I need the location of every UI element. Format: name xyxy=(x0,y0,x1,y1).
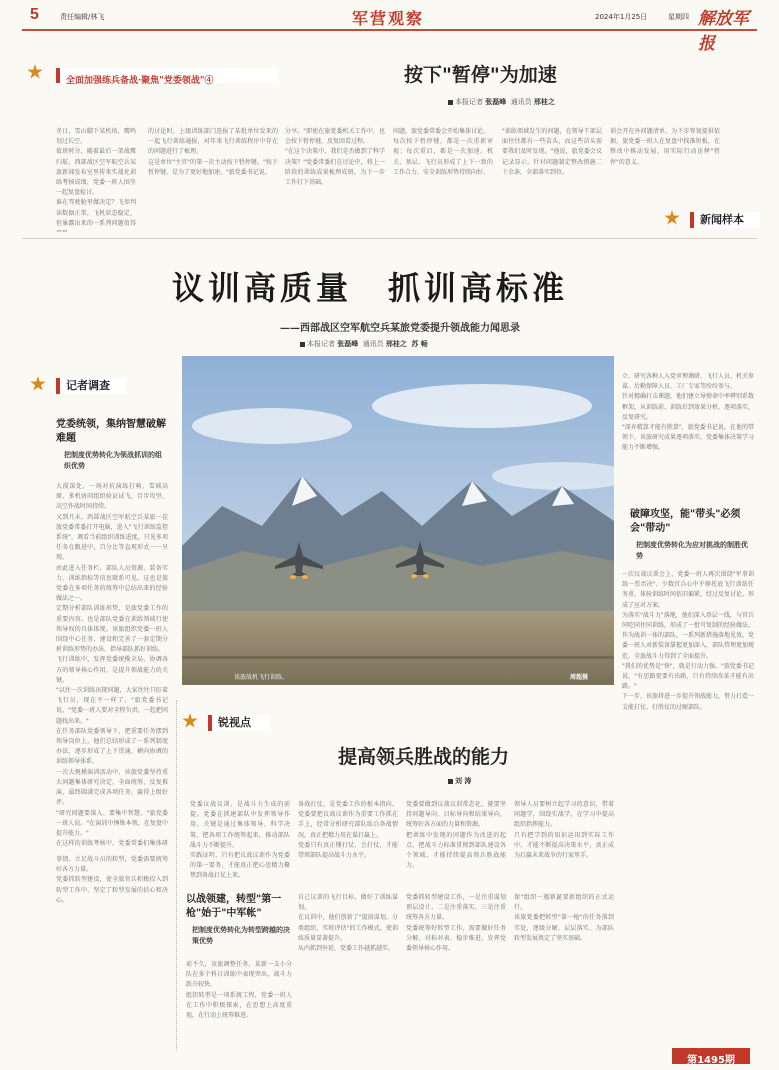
right-sub-title: 破障攻坚，能"带头"必须会"带动" xyxy=(630,509,741,534)
top-article-title: 按下"暂停"为加速 xyxy=(404,64,557,86)
opinion-tag: 锐视点 xyxy=(208,715,270,731)
page-number: 5 xyxy=(30,6,39,23)
opinion-col-3: 党委要做到议战议训常态化，就要坚持问题导向、目标导向和结果导向，统筹好各方面的力量和资源。 把训练中发现的问题作为改进的起点，把战斗力标准贯彻到部队建设各个领域，才能持续提高领兵胜战能力。 xyxy=(406,801,506,870)
main-article-title: 议训高质量 抓训高标准 xyxy=(172,269,569,307)
survey-tag: 记者调查 xyxy=(56,378,126,394)
weekday: 星期四 xyxy=(668,13,689,21)
top-article-col-4: 问题，旅党委常委会开始集体讨论。 每次按下暂停键，都是一次重新审视；每次重启，都是一次加速。机关、基层、飞行员形成了上下一致的工作合力，安全训练形势持续向好。 xyxy=(393,128,493,176)
section-title: 军营观察 xyxy=(352,9,425,28)
opinion-col-1: 党委议战议训，是战斗力生成的前提。党委在抓建部队中发挥领导作用，关键是通过集体领导、科学决策，把各项工作统筹起来，推动部队战斗力不断提升。 实践证明，只有把议战议训作为党委的第一要务，才能真正把心思精力聚焦到备战打仗上来。 xyxy=(190,801,290,880)
photo-caption: 该旅战机飞行训练。 xyxy=(234,674,289,681)
issue-number: 第1495期 xyxy=(687,1055,735,1066)
opinion-byline: 刘 涛 xyxy=(448,776,471,786)
right-sub-lead: 把制度优势转化为应对挑战的制胜优势 xyxy=(636,541,748,560)
main-article-subtitle: ——西部战区空军航空兵某旅党委提升领战能力闻思录 xyxy=(280,323,520,334)
column-divider xyxy=(176,700,177,1050)
section-divider-1 xyxy=(22,238,757,239)
opinion-star-icon xyxy=(182,713,198,729)
banner-label xyxy=(56,68,278,86)
top-article-byline: 本报记者 张磊峰 通讯员 邢桂之 xyxy=(448,97,555,107)
lower-col-3: 党委抓转型建设工作，一是注重谋划顶层设计，二是注重落实，三是注重统筹各方力量。 党委统筹好转型工作，需要做好任务分解、对标对表、稳步推进，发挥党委领导核心作用。 xyxy=(406,894,506,953)
lower-head-lead: 把制度优势转化为转型跨越的决策优势 xyxy=(192,926,290,945)
top-article-col-5: "训练领域发生的问题，在领导干部层面往往都有一些苗头，而这些苗头需要我们及时发现。"他说，旅党委会议记录显示，针对问题制定整改措施二十余条，全部落实到位。 xyxy=(502,128,602,176)
main-photo xyxy=(182,356,614,685)
photo-credit: 周超摄 xyxy=(570,674,589,681)
banner-star-icon xyxy=(27,64,43,80)
survey-head-lead: 把制度优势转化为领战抓训的组织优势 xyxy=(64,451,162,470)
main-right-col-2: 一次议战议训会上，党委一班人再次围绕"军事训练一票否决"、少数官兵心中不够托底飞行训练任务重，体验训练时间依旧偏紧，经过反复讨论，形成了应对方案。 为落实"战斗力"落地，他们深入基层一线，与官兵同吃同住同训练，形成了一批可复制的经验做法。 作为战训一体的部队，一系列新措施落地见效，党委一班人对新装备掌握更加深入，部队管理更加规范，全旅战斗力得到了全面提升。 "我们的优势是"快"，就是行动力强。"旅党委书记说，"有思路更要有出路，只有持续改革才能有出路。" 下一步，该旅将进一步提升领战能力，努力打造一支能打仗、打胜仗的过硬部队。 xyxy=(622,571,754,711)
top-article-col-2: 的讨论时，上级训练部门连报了某批单位发来的一起飞行训练通报，对年来飞行训练程序中存在的问题进行了梳理。 这是单位"主官"的第一次主动按下暂停键。"按下暂停键，是为了更好地加速。"旅党委书记说。 xyxy=(148,128,278,176)
new-sample-star-icon xyxy=(664,210,680,226)
byline-square-icon xyxy=(300,342,305,347)
lower-col-1: 前不久，该旅调整任务，某新一支小分队在多个科目训练中表现突出，战斗力跃升较快。 组织转型是一项系统工程，党委一班人在工作中积极探索，在思想上高度重视，在行动上统筹推进。 xyxy=(186,961,292,1020)
page-header xyxy=(22,4,757,54)
lower-col-2: 自己议训的飞行目标，做好了训练谋划。 在议训中，他们创新了"提前谋划、分类组织、实时评估"的工作模式，使训练质量显著提升。 从内抓到外延，党委工作越抓越实。 xyxy=(298,894,398,953)
byline-square-icon xyxy=(448,779,453,784)
main-article-byline: 本报记者 张磊峰 通讯员 邢桂之 苏 畅 xyxy=(300,339,428,349)
masthead-logo: 解放军报 xyxy=(698,9,749,54)
issue-date: 2024年1月25日 xyxy=(595,13,648,21)
new-sample-tag: 新闻样本 xyxy=(690,212,760,228)
lower-col-5: 事情。立足战斗员的转型，党委需要统筹好各方力量。 党委抓转型建设，使全旅官兵积极投入到转型工作中，坚定了转型发展的信心和决心。 xyxy=(56,856,168,904)
top-article-col-3: 分享。"即使在旅党委机关工作中，也会按下暂停键，反复回看过程。 "在这个决策中，我们是否做到了科学决策？"党委常委们在讨论中，将上一阶段的训练成果梳理成册，为下一步工作打下基础。 xyxy=(285,128,385,187)
editor-credit: 责任编辑/林飞 xyxy=(60,13,105,21)
main-right-col-1: 立、研究各种人入党审理调研，飞行人员、机关参谋、后勤保障人员、工厂专家等纷纷参与。 针对精确打击课题，他们建立导弹命中率辨别系数框架，从训练前、训练后到效果分析，逐项落实，反复研究。 "深弃精算才能有胜算"，旅党委书记说。在他的带领下，该旅研究成果逐项落实，党委集体决策学习能力不断增强。 xyxy=(622,373,754,452)
header-rule xyxy=(22,29,757,31)
opinion-col-2: 备战打仗，是党委工作的根本指向。党委要把议战议训作为重要工作抓在手上，经常分析研究部队练兵备战情况，真正把精力用在谋打赢上。 党委只有真正懂打仗、会打仗，才能带领部队提高战斗力水平。 xyxy=(298,801,398,860)
lower-col-4: 保"组织一遇新诞要新组织的正式运行。 该旅党委把转型"第一枪"的任务落到实处，逐级分解，层层落实，为部队转型发展奠定了坚实基础。 xyxy=(514,894,614,942)
survey-head-title: 党委统领，集纳智慧破解难题 xyxy=(56,419,166,444)
opinion-col-4: 领导人员要树立起学习的意识，带着问题学，围绕实战学，在学习中提高组织指挥能力。 只有把学到的知识运用到实际工作中，才能不断提高决策水平，真正成为打赢未来战争的行家里手。 xyxy=(514,801,614,860)
lower-head-title: 以战领建，转型"第一枪"始于"中军帐" xyxy=(186,894,282,919)
survey-star-icon xyxy=(30,376,46,392)
jets-over-mountains-image xyxy=(182,356,614,685)
top-article-col-6: 训会开在外问题清单，为下步筹划提供依据。旅党委一班人在复盘中找准短板，在整改中推动发展，用实际行动诠释"暂停"的意义。 xyxy=(610,128,720,166)
byline-square-icon xyxy=(448,100,453,105)
survey-body: 大漠深处，一场对抗演练打响，雪域高原，多机协同组织验证试飞，百步攻坚，高空作战时间持续。 又到月末，西部战区空军航空兵某旅一茬旅党委常委打开电脑，进入"飞行训练监控系统"，调看当前组织训练进度，只见多项任务在跟进中，百分比等直观形式一一呈现。 由此进入任务栏，部队人员资源、装备实力、训练指标等信息联系可见。这也是旅党委在多项任务的统筹中总结出来的经验做法之一。 定期分析部队训练形势，是旅党委工作的重要内容。也是部队党委在训练领域行使领导权的具体体现。该旅组织党委一班人围绕中心任务，建设和完善了一套定期分析训练形势的办法，指导部队抓好训练。 飞行训练中，发挥党委统揽全局、协调各方的领导核心作用，是提升领战能力的关键。 "以往一次训练出现问题，大家往往只盯着飞行员，现在不一样了。"旅党委书记说，"党委一班人要对全程负责，一起把问题找出来。" 在任务部队党委领导下，把重要任务摆到领导岗位上，他们总结形成了一系列制度办法，逐步形成了上下贯通、横向协调的训练领导体系。 一次大规模演训活动中，该旅党委坚持重大问题集体研究决定，全面统筹，反复推演，最终圆满完成各项任务，赢得上级好评。 "研究问题要深入、要集中智慧。"旅党委一班人说。"在演训中锤炼本领，在复盘中提升能力。" 在这样的训练考核中，党委常委们集体研 xyxy=(56,483,168,847)
issue-badge xyxy=(672,1048,750,1064)
banner-label-text: 全面加强练兵备战·聚焦"党委领战"④ xyxy=(66,76,214,86)
opinion-title: 提高领兵胜战的能力 xyxy=(338,746,510,768)
top-article-col-1: 冬日，雪山脚下某机场，鹰鸣划过长空。 值班时分，随着最后一架战鹰归航，西部战区空军航空兵某旅新闻发布室里传来实战化训练考核成绩，党委一班人围坐一起复盘检讨。 谁在驾驶舱里做决定？飞参判读数据正常，飞机状态稳定，但暴露出来的一系列问题值得 xyxy=(56,128,136,227)
